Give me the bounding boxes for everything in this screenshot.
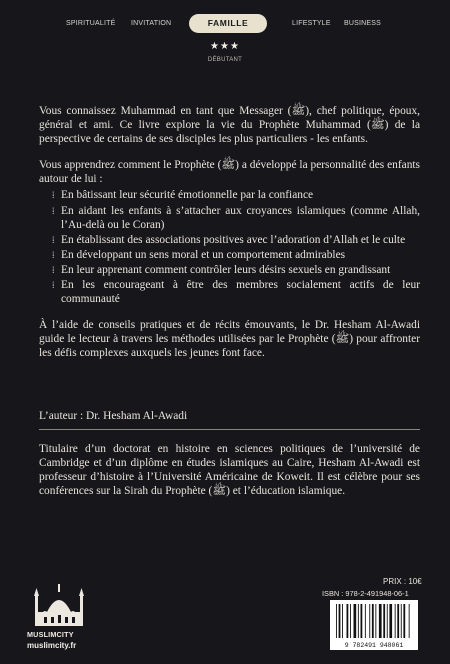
intro-paragraph: Vous connaissez Muhammad en tant que Messager (ﷺ), chef politique, époux, général et ami. Ce livre explore la vie du Prophète Muhammad (ﷺ) de la perspective de certains de ses disciples les plus particuliers - les enfants. xyxy=(39,105,421,146)
price-label: PRIX : 10€ xyxy=(383,577,422,586)
barcode-digits: 9 782491 948061 xyxy=(344,642,404,649)
nav-item-famille-active[interactable]: FAMILLE xyxy=(189,14,267,33)
bullet-mark-icon: ⁞ xyxy=(52,280,55,291)
barcode xyxy=(330,600,418,650)
list-item: ⁞ En aidant les enfants à s’attacher aux croyances islamiques (comme Allah, l’Au-delà ou le Coran) xyxy=(52,204,420,231)
category-nav xyxy=(0,14,450,36)
list-item: ⁞ En bâtissant leur sécurité émotionnelle par la confiance xyxy=(52,189,314,202)
barcode-icon xyxy=(330,600,418,650)
publisher-site[interactable]: muslimcity.fr xyxy=(27,641,77,650)
list-item: ⁞ En développant un sens moral et un comportement admirables xyxy=(52,248,346,261)
divider xyxy=(39,429,420,430)
lead-paragraph: Vous apprendrez comment le Prophète (ﷺ) a développé la personnalité des enfants autour de lui : xyxy=(39,159,420,186)
bullet-mark-icon: ⁞ xyxy=(52,249,55,260)
bullet-mark-icon: ⁞ xyxy=(52,264,55,275)
description-block xyxy=(39,104,420,361)
publisher-name: MUSLIMCITY xyxy=(27,630,74,639)
rating-stars: ★★★ xyxy=(210,41,240,52)
list-item: ⁞ En les encourageant à être des membres socialement actifs de leur communauté xyxy=(52,279,420,306)
closing-paragraph: À l’aide de conseils pratiques et de récits émouvants, le Dr. Hesham Al-Awadi guide le lecteur à travers les méthodes utilisées par le Prophète (ﷺ) pour affronter les défis complexes auxquels les jeunes font face. xyxy=(39,319,420,360)
list-item: ⁞ En établissant des associations positives avec l’adoration d’Allah et le culte xyxy=(52,233,406,246)
list-item: ⁞ En leur apprenant comment contrôler leurs désirs sexuels en grandissant xyxy=(52,263,391,276)
nav-item-business[interactable]: BUSINESS xyxy=(344,20,381,27)
nav-item-lifestyle[interactable]: LIFESTYLE xyxy=(292,20,331,27)
author-heading: L’auteur : Dr. Hesham Al-Awadi xyxy=(39,410,188,422)
isbn-label: ISBN : 978-2-491948-06-1 xyxy=(322,589,409,598)
nav-item-invitation[interactable]: INVITATION xyxy=(131,20,172,27)
level-label: DÉBUTANT xyxy=(207,57,243,63)
nav-item-spiritualite[interactable]: SPIRITUALITÉ xyxy=(66,20,116,27)
bullet-mark-icon: ⁞ xyxy=(52,190,55,201)
bullet-mark-icon: ⁞ xyxy=(52,205,55,216)
bullet-list xyxy=(39,188,420,306)
author-bio: Titulaire d’un doctorat en histoire en sciences politiques de l’université de Cambridge et d’un diplôme en études islamiques au Caire, Hesham Al-Awadi est professeur d’histoire à l’Université Américaine de Koweit. Il est célèbre pour ses conférences sur la Sirah du Prophète (ﷺ) et l’éducation islamique. xyxy=(39,443,420,498)
bullet-mark-icon: ⁞ xyxy=(52,234,55,245)
